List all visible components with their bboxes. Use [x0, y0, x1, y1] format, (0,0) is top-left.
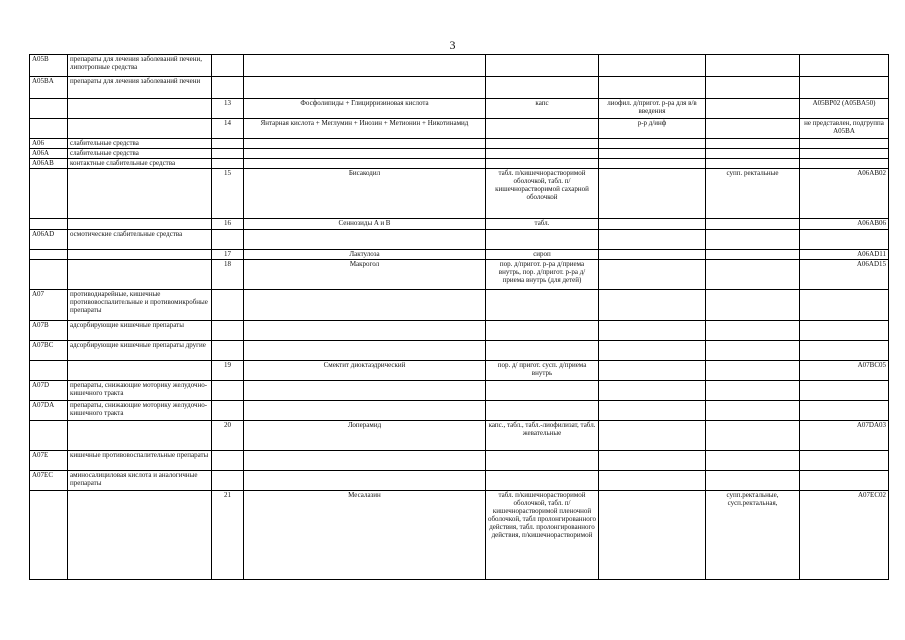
code-cell	[800, 230, 889, 250]
group-description-cell	[68, 219, 212, 230]
dosage-form-cell: капс	[486, 99, 599, 119]
alt-form-cell	[599, 381, 706, 401]
group-description-cell	[68, 119, 212, 139]
dosage-form-cell	[486, 381, 599, 401]
table-row	[30, 149, 889, 159]
dosage-form-cell: сироп	[486, 250, 599, 260]
drug-name-cell	[244, 149, 486, 159]
code-cell	[800, 401, 889, 421]
alt-form-cell	[599, 230, 706, 250]
table-row	[30, 290, 889, 321]
code-cell: A05BP02 (A05BA50)	[800, 99, 889, 119]
extra-form-cell: супп. ректальные	[706, 169, 800, 219]
alt-form-cell	[599, 55, 706, 77]
atc-code-cell	[30, 421, 68, 451]
drug-name-cell	[244, 321, 486, 341]
extra-form-cell	[706, 290, 800, 321]
drug-name-cell	[244, 77, 486, 99]
dosage-form-cell	[486, 341, 599, 361]
table-row	[30, 77, 889, 99]
drug-name-cell: Бисакодил	[244, 169, 486, 219]
item-number-cell	[212, 77, 244, 99]
table-row	[30, 230, 889, 250]
drug-name-cell: Макрогол	[244, 260, 486, 290]
code-cell	[800, 290, 889, 321]
atc-code-cell: A07	[30, 290, 68, 321]
group-description-cell: контактные слабительные средства	[68, 159, 212, 169]
alt-form-cell	[599, 451, 706, 471]
group-description-cell: препараты для лечения заболеваний печени	[68, 77, 212, 99]
group-description-cell: адсорбирующие кишечные препараты другие	[68, 341, 212, 361]
group-description-cell	[68, 421, 212, 451]
table-row	[30, 381, 889, 401]
extra-form-cell	[706, 149, 800, 159]
atc-code-cell: A05B	[30, 55, 68, 77]
group-description-cell: осмотические слабительные средства	[68, 230, 212, 250]
atc-code-cell: A05BA	[30, 77, 68, 99]
dosage-form-cell	[486, 149, 599, 159]
atc-code-cell: A07EC	[30, 471, 68, 491]
atc-code-cell	[30, 219, 68, 230]
code-cell: A07BC05	[800, 361, 889, 381]
code-cell	[800, 77, 889, 99]
table-row	[30, 361, 889, 381]
extra-form-cell	[706, 159, 800, 169]
alt-form-cell	[599, 260, 706, 290]
dosage-form-cell: табл.	[486, 219, 599, 230]
extra-form-cell	[706, 55, 800, 77]
item-number-cell	[212, 321, 244, 341]
code-cell	[800, 381, 889, 401]
drug-name-cell	[244, 290, 486, 321]
group-description-cell	[68, 250, 212, 260]
group-description-cell: препараты, снижающие моторику желудочно-кишечного тракта	[68, 381, 212, 401]
group-description-cell: препараты, снижающие моторику желудочно-кишечного тракта	[68, 401, 212, 421]
atc-code-cell	[30, 169, 68, 219]
item-number-cell	[212, 139, 244, 149]
extra-form-cell	[706, 260, 800, 290]
alt-form-cell	[599, 149, 706, 159]
atc-code-cell	[30, 260, 68, 290]
item-number-cell: 16	[212, 219, 244, 230]
atc-code-cell	[30, 119, 68, 139]
dosage-form-cell	[486, 139, 599, 149]
table-row	[30, 321, 889, 341]
dosage-form-cell	[486, 119, 599, 139]
item-number-cell	[212, 149, 244, 159]
extra-form-cell	[706, 361, 800, 381]
group-description-cell	[68, 361, 212, 381]
group-description-cell: кишечные противовоспалительные препараты	[68, 451, 212, 471]
dosage-form-cell	[486, 321, 599, 341]
extra-form-cell	[706, 219, 800, 230]
code-cell: не представлен, подгруппа A05BA	[800, 119, 889, 139]
alt-form-cell	[599, 139, 706, 149]
table-row	[30, 139, 889, 149]
code-cell	[800, 149, 889, 159]
table-row	[30, 250, 889, 260]
drug-name-cell	[244, 451, 486, 471]
dosage-form-cell	[486, 55, 599, 77]
alt-form-cell	[599, 159, 706, 169]
item-number-cell	[212, 230, 244, 250]
atc-code-cell: A07D	[30, 381, 68, 401]
alt-form-cell	[599, 169, 706, 219]
extra-form-cell	[706, 341, 800, 361]
atc-code-cell: A06A	[30, 149, 68, 159]
drug-name-cell	[244, 159, 486, 169]
code-cell: A06AD11	[800, 250, 889, 260]
extra-form-cell	[706, 230, 800, 250]
item-number-cell	[212, 401, 244, 421]
atc-code-cell: A07E	[30, 451, 68, 471]
atc-code-cell	[30, 99, 68, 119]
extra-form-cell	[706, 119, 800, 139]
table-row	[30, 219, 889, 230]
extra-form-cell	[706, 99, 800, 119]
dosage-form-cell: табл. п/кишечнорастворимой оболочкой, табл. п/кишечнорастворимой пленочной оболочкой, табл пролонгированного действия, табл. пролонгированного действия, п/кишечнорастворимой	[486, 491, 599, 580]
atc-code-cell: A06AB	[30, 159, 68, 169]
group-description-cell: препараты для лечения заболеваний печени, липотропные средства	[68, 55, 212, 77]
drug-name-cell	[244, 341, 486, 361]
alt-form-cell	[599, 77, 706, 99]
alt-form-cell	[599, 361, 706, 381]
alt-form-cell	[599, 321, 706, 341]
extra-form-cell	[706, 77, 800, 99]
table-row	[30, 169, 889, 219]
alt-form-cell	[599, 219, 706, 230]
dosage-form-cell	[486, 471, 599, 491]
item-number-cell: 20	[212, 421, 244, 451]
alt-form-cell: лиофил. д/пригот. р-ра для в/в введения	[599, 99, 706, 119]
code-cell	[800, 139, 889, 149]
table-row	[30, 491, 889, 580]
item-number-cell: 13	[212, 99, 244, 119]
drug-name-cell: Янтарная кислота + Меглумин + Инозин + Метионин + Никотинамид	[244, 119, 486, 139]
alt-form-cell	[599, 421, 706, 451]
dosage-form-cell: табл. п/кишечнорастворимой оболочкой, табл. п/кишечнорастворимой сахарной оболочкой	[486, 169, 599, 219]
alt-form-cell	[599, 491, 706, 580]
drug-name-cell: Лактулоза	[244, 250, 486, 260]
table-row	[30, 119, 889, 139]
drug-name-cell: Лоперамид	[244, 421, 486, 451]
drug-name-cell: Месалазин	[244, 491, 486, 580]
dosage-form-cell	[486, 401, 599, 421]
extra-form-cell	[706, 401, 800, 421]
atc-code-cell: A07BC	[30, 341, 68, 361]
item-number-cell: 14	[212, 119, 244, 139]
atc-code-cell: A06	[30, 139, 68, 149]
table-row	[30, 421, 889, 451]
item-number-cell	[212, 159, 244, 169]
group-description-cell: аминосалициловая кислота и аналогичные препараты	[68, 471, 212, 491]
item-number-cell: 18	[212, 260, 244, 290]
item-number-cell	[212, 451, 244, 471]
code-cell	[800, 55, 889, 77]
atc-code-cell: A07B	[30, 321, 68, 341]
dosage-form-cell	[486, 230, 599, 250]
table-row	[30, 471, 889, 491]
drug-name-cell	[244, 471, 486, 491]
drug-name-cell	[244, 230, 486, 250]
atc-code-cell	[30, 491, 68, 580]
extra-form-cell	[706, 321, 800, 341]
code-cell: A06AD15	[800, 260, 889, 290]
table-body	[30, 55, 889, 580]
drug-name-cell: Смектит диоктаэдрический	[244, 361, 486, 381]
group-description-cell	[68, 491, 212, 580]
item-number-cell	[212, 381, 244, 401]
code-cell	[800, 321, 889, 341]
alt-form-cell	[599, 290, 706, 321]
group-description-cell: противодиарейные, кишечные противовоспалительные и противомикробные препараты	[68, 290, 212, 321]
drug-name-cell	[244, 55, 486, 77]
page-number: 3	[449, 38, 456, 52]
table-row	[30, 451, 889, 471]
extra-form-cell	[706, 421, 800, 451]
item-number-cell: 21	[212, 491, 244, 580]
dosage-form-cell	[486, 77, 599, 99]
extra-form-cell	[706, 139, 800, 149]
drug-name-cell: Фосфолипиды + Глицирризиновая кислота	[244, 99, 486, 119]
code-cell: A07DA03	[800, 421, 889, 451]
item-number-cell	[212, 55, 244, 77]
table-row	[30, 159, 889, 169]
extra-form-cell	[706, 381, 800, 401]
code-cell: A06AB06	[800, 219, 889, 230]
code-cell	[800, 159, 889, 169]
dosage-form-cell: пор. д/ пригот. сусп. д/приема внутрь	[486, 361, 599, 381]
drug-name-cell	[244, 381, 486, 401]
extra-form-cell	[706, 451, 800, 471]
atc-code-cell: A06AD	[30, 230, 68, 250]
atc-code-cell	[30, 361, 68, 381]
code-cell	[800, 341, 889, 361]
alt-form-cell	[599, 401, 706, 421]
alt-form-cell	[599, 341, 706, 361]
atc-code-cell	[30, 250, 68, 260]
group-description-cell	[68, 260, 212, 290]
group-description-cell: слабительные средства	[68, 139, 212, 149]
table-row	[30, 260, 889, 290]
code-cell	[800, 451, 889, 471]
item-number-cell: 19	[212, 361, 244, 381]
dosage-form-cell: пор. д/пригот. р-ра д/приема внутрь, пор. д/пригот. р-ра д/приема внутрь (для детей)	[486, 260, 599, 290]
code-cell: A06AB02	[800, 169, 889, 219]
atc-code-cell: A07DA	[30, 401, 68, 421]
dosage-form-cell	[486, 159, 599, 169]
drug-name-cell	[244, 139, 486, 149]
code-cell: A07EC02	[800, 491, 889, 580]
table-row	[30, 55, 889, 77]
drug-list-table	[29, 54, 889, 580]
group-description-cell: слабительные средства	[68, 149, 212, 159]
extra-form-cell	[706, 471, 800, 491]
alt-form-cell: р-р д/инф	[599, 119, 706, 139]
drug-name-cell: Сеннозиды A и B	[244, 219, 486, 230]
code-cell	[800, 471, 889, 491]
dosage-form-cell	[486, 451, 599, 471]
table-row	[30, 401, 889, 421]
dosage-form-cell	[486, 290, 599, 321]
item-number-cell	[212, 341, 244, 361]
group-description-cell	[68, 99, 212, 119]
extra-form-cell: супп.ректальные, сусп.ректальная,	[706, 491, 800, 580]
item-number-cell	[212, 471, 244, 491]
item-number-cell	[212, 290, 244, 321]
extra-form-cell	[706, 250, 800, 260]
item-number-cell: 17	[212, 250, 244, 260]
item-number-cell: 15	[212, 169, 244, 219]
alt-form-cell	[599, 250, 706, 260]
table-row	[30, 341, 889, 361]
alt-form-cell	[599, 471, 706, 491]
group-description-cell: адсорбирующие кишечные препараты	[68, 321, 212, 341]
group-description-cell	[68, 169, 212, 219]
drug-name-cell	[244, 401, 486, 421]
table-row	[30, 99, 889, 119]
dosage-form-cell: капс., табл., табл.-лиофилизат, табл. жевательные	[486, 421, 599, 451]
